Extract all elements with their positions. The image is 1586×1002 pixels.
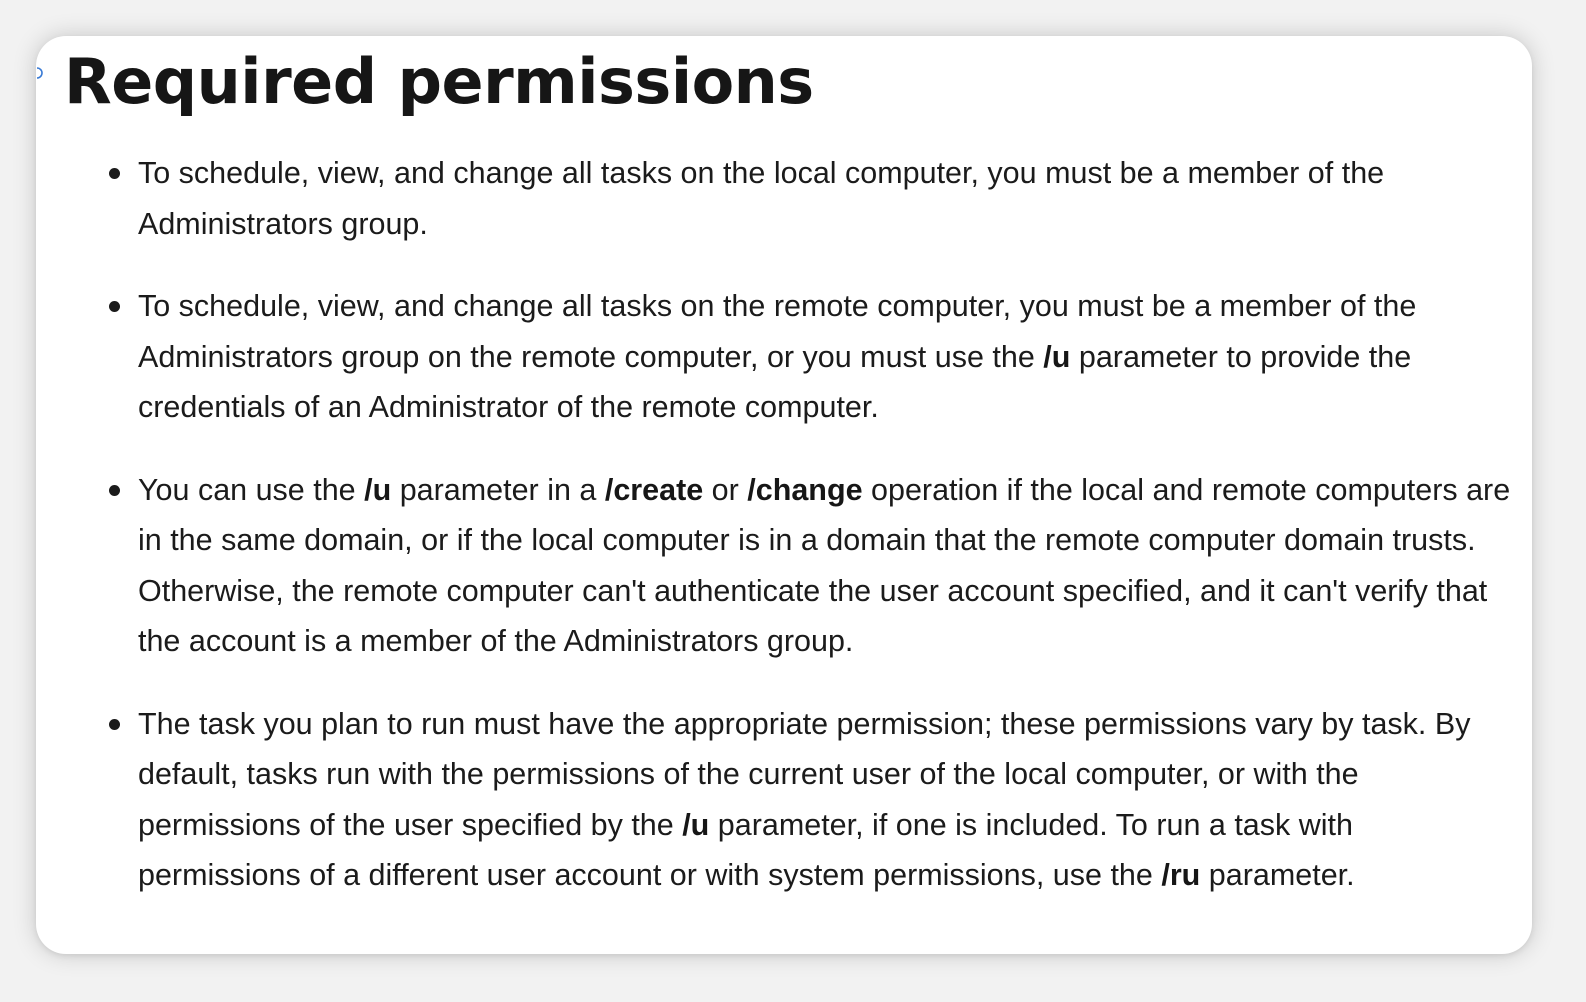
permissions-list bbox=[96, 148, 1516, 933]
item-text: parameter to provide the credentials of an Administrator of the remote computer. bbox=[138, 339, 1412, 424]
parameter-code: /u bbox=[364, 472, 392, 507]
item-text: or bbox=[703, 472, 748, 507]
item-text: parameter, if one is included. To run a task with permissions of a different user account or with system permissions, use the bbox=[138, 807, 1353, 892]
list-item bbox=[96, 148, 1516, 249]
parameter-code: /create bbox=[604, 472, 704, 507]
parameter-code: /ru bbox=[1161, 858, 1201, 892]
item-text: You can use the bbox=[138, 472, 365, 507]
parameter-code: /change bbox=[747, 472, 863, 507]
list-item bbox=[96, 465, 1516, 667]
link-anchor-icon[interactable] bbox=[36, 66, 44, 80]
item-text: The task you plan to run must have the appropriate permission; these permissions vary by task. By default, tasks run with the permissions of the current user of the local computer, or with the permissions of the user specified by the bbox=[138, 706, 1471, 842]
item-text: To schedule, view, and change all tasks on the remote computer, you must be a member of the Administrators group on the remote computer, or you must use the bbox=[138, 289, 1417, 374]
content-card bbox=[36, 36, 1532, 954]
item-text: To schedule, view, and change all tasks on the local computer, you must be a member of the Administrators group. bbox=[138, 156, 1385, 241]
list-item bbox=[96, 281, 1516, 433]
page-title: Required permissions bbox=[64, 45, 814, 118]
item-text: parameter. bbox=[1200, 858, 1355, 892]
parameter-code: /u bbox=[682, 807, 710, 842]
item-text: operation if the local and remote computers are in the same domain, or if the local computer is in a domain that the remote computer domain trusts. Otherwise, the remote computer can't authenticate the user account specified, and it can't verify that the account is a member of the Administrators group. bbox=[138, 472, 1511, 658]
parameter-code: /u bbox=[1043, 339, 1071, 374]
list-item bbox=[96, 699, 1516, 901]
item-text: parameter in a bbox=[391, 472, 605, 507]
